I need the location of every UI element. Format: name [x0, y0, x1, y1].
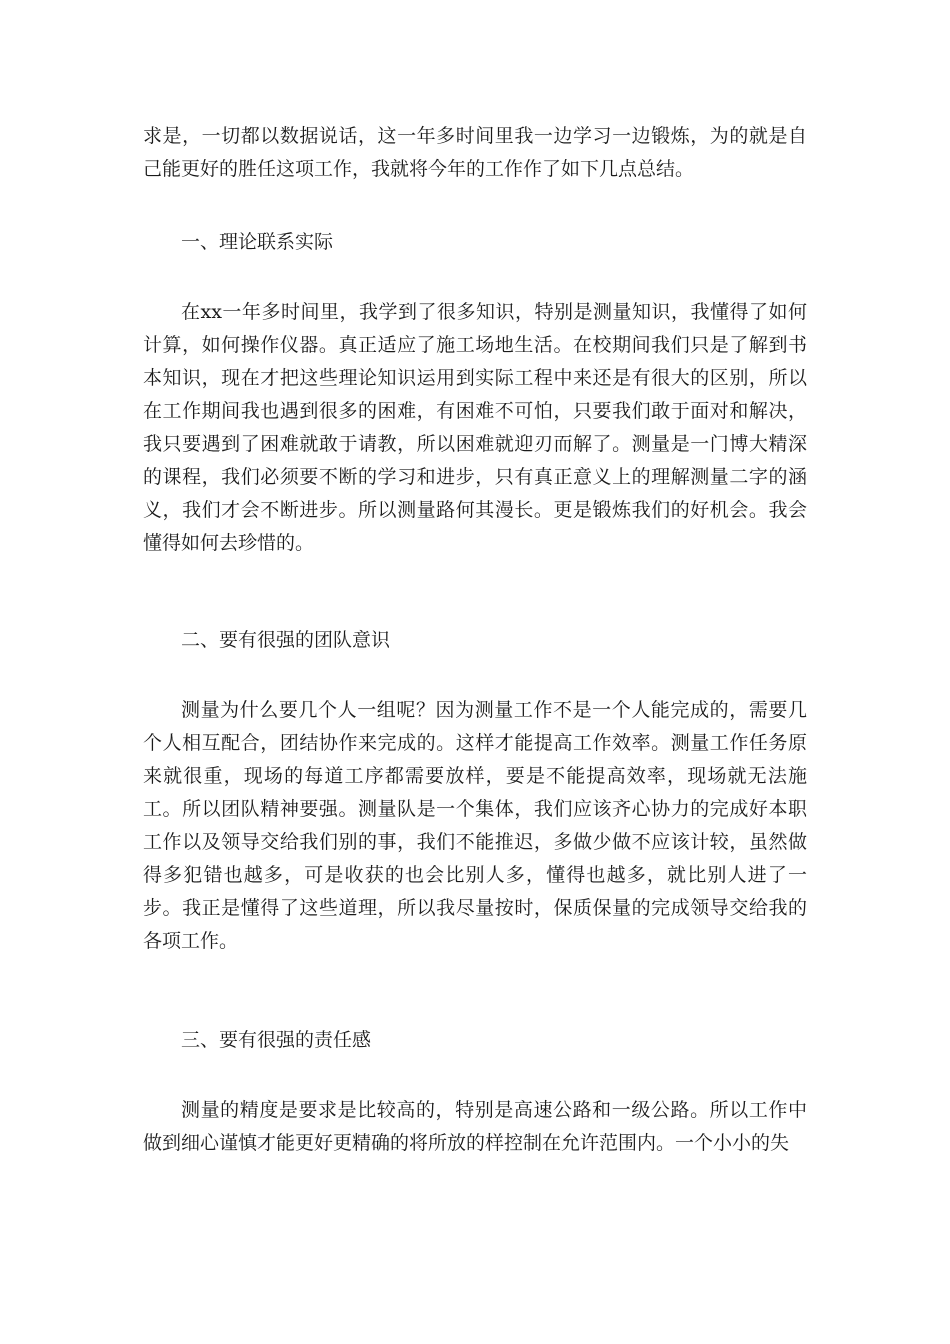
- section-heading-2: 二、要有很强的团队意识: [181, 629, 391, 651]
- section-heading-3: 三、要有很强的责任感: [181, 1029, 372, 1051]
- intro-paragraph: 求是，一切都以数据说话，这一年多时间里我一边学习一边锻炼，为的就是自己能更好的胜任这项工作，我就将今年的工作作了如下几点总结。: [143, 125, 807, 180]
- section-body-1: 在xx一年多时间里，我学到了很多知识，特别是测量知识，我懂得了如何计算，如何操作仪器。真正适应了施工场地生活。在校期间我们只是了解到书本知识，现在才把这些理论知识运用到实际工程中来还是有很大的区别，所以在工作期间我也遇到很多的困难，有困难不可怕，只要我们敢于面对和解决，我只要遇到了困难就敢于请教，所以困难就迎刃而解了。测量是一门博大精深的课程，我们必须要不断的学习和进步，只有真正意义上的理解测量二字的涵义，我们才会不断进步。所以测量路何其漫长。更是锻炼我们的好机会。我会懂得如何去珍惜的。: [143, 301, 807, 554]
- section-heading-1: 一、理论联系实际: [181, 231, 334, 253]
- section-body-3: 测量的精度是要求是比较高的，特别是高速公路和一级公路。所以工作中做到细心谨慎才能更好更精确的将所放的样控制在允许范围内。一个小小的失: [143, 1099, 807, 1154]
- section-body-2: 测量为什么要几个人一组呢？因为测量工作不是一个人能完成的，需要几个人相互配合，团结协作来完成的。这样才能提高工作效率。测量工作任务原来就很重，现场的每道工序都需要放样，要是不能提高效率，现场就无法施工。所以团队精神要强。测量队是一个集体，我们应该齐心协力的完成好本职工作以及领导交给我们别的事，我们不能推迟，多做少做不应该计较，虽然做得多犯错也越多，可是收获的也会比别人多，懂得也越多，就比别人进了一步。我正是懂得了这些道理，所以我尽量按时，保质保量的完成领导交给我的各项工作。: [143, 699, 807, 952]
